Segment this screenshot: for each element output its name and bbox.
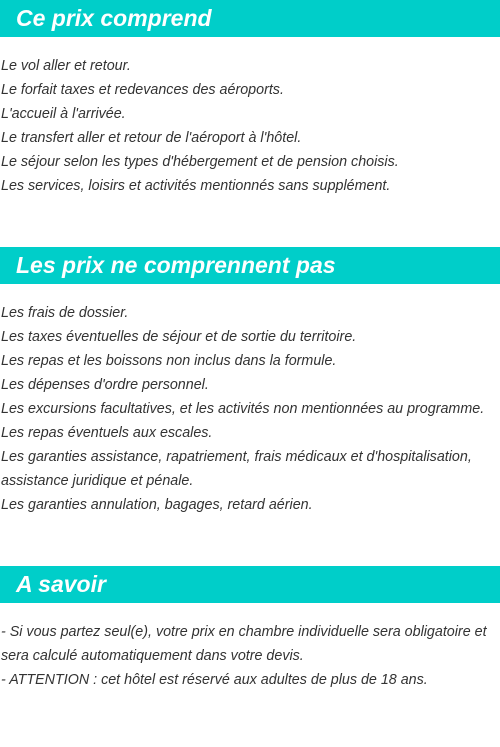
list-item: - ATTENTION : cet hôtel est réservé aux adultes de plus de 18 ans. <box>1 672 428 688</box>
section-not-included <box>0 247 500 517</box>
list-item: Le vol aller et retour. <box>1 58 131 74</box>
good-to-know-list <box>0 620 500 692</box>
list-item: Les services, loisirs et activités mentionnés sans supplément. <box>1 178 391 194</box>
list-item: Les excursions facultatives, et les activités non mentionnées au programme. <box>1 401 485 417</box>
section-good-to-know <box>0 566 500 692</box>
list-item: Le transfert aller et retour de l'aéroport à l'hôtel. <box>1 130 302 146</box>
list-item: Les repas éventuels aux escales. <box>1 425 213 441</box>
list-item: Les frais de dossier. <box>1 305 129 321</box>
section-title-good-to-know: A savoir <box>0 566 500 603</box>
included-list <box>0 54 500 198</box>
section-title-included: Ce prix comprend <box>0 0 500 37</box>
list-item: Les garanties annulation, bagages, retard aérien. <box>1 497 313 513</box>
list-item: Le séjour selon les types d'hébergement et de pension choisis. <box>1 154 399 170</box>
list-item: Les repas et les boissons non inclus dans la formule. <box>1 353 337 369</box>
not-included-list <box>0 301 500 517</box>
section-title-not-included: Les prix ne comprennent pas <box>0 247 500 284</box>
list-item: Les garanties assistance, rapatriement, frais médicaux et d'hospitalisation, assistance juridique et pénale. <box>1 449 472 489</box>
section-included <box>0 0 500 198</box>
list-item: Les taxes éventuelles de séjour et de sortie du territoire. <box>1 329 357 345</box>
list-item: Les dépenses d'ordre personnel. <box>1 377 209 393</box>
list-item: L'accueil à l'arrivée. <box>1 106 126 122</box>
list-item: - Si vous partez seul(e), votre prix en chambre individuelle sera obligatoire et sera calculé automatiquement dans votre devis. <box>1 624 487 664</box>
list-item: Le forfait taxes et redevances des aéroports. <box>1 82 284 98</box>
